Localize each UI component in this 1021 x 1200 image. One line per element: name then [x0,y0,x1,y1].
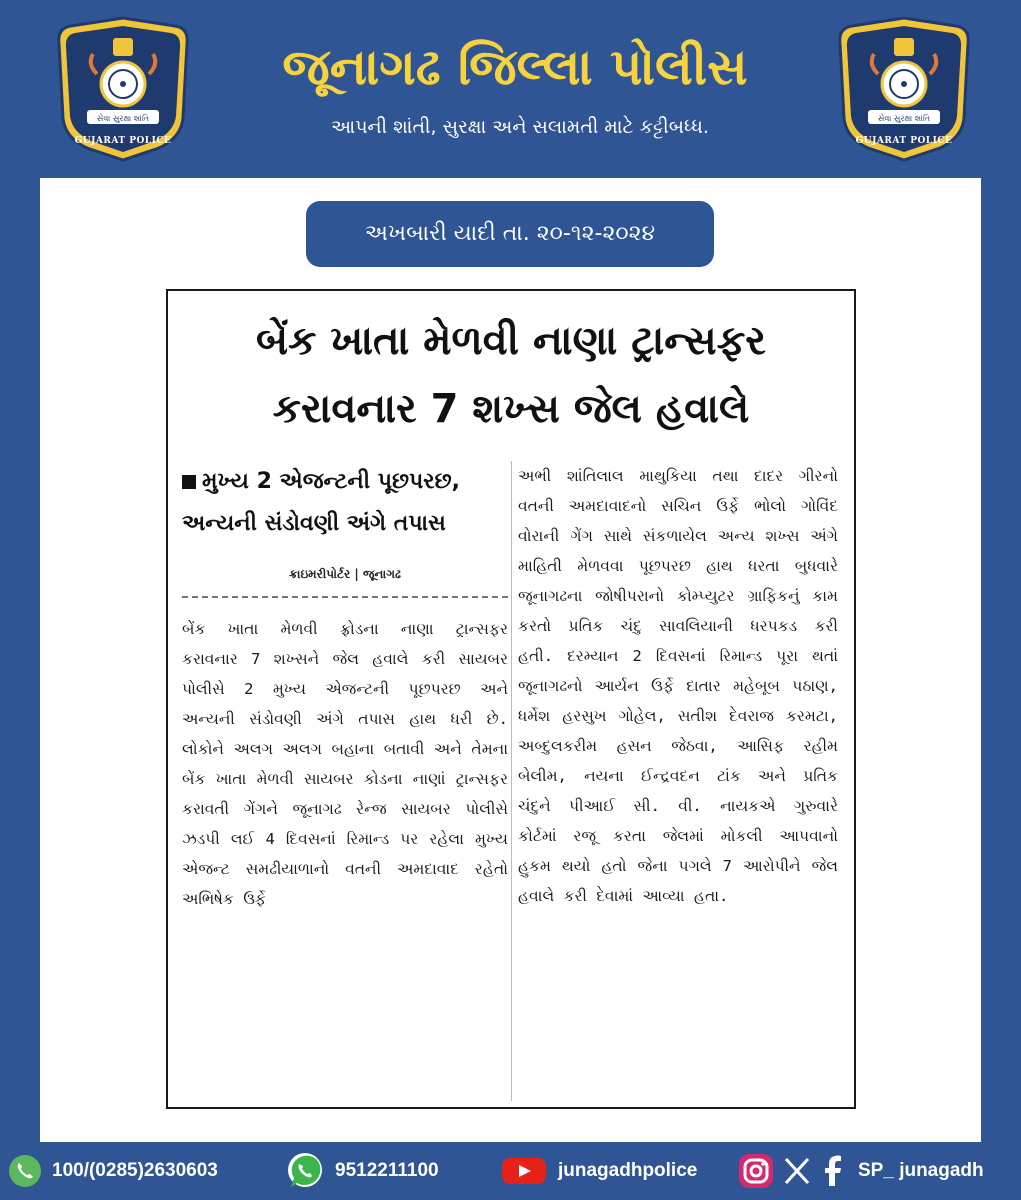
article-headline [168,307,854,443]
subheading-text: મુખ્ય 2 એજન્ટની પૂછપરછ, અન્યની સંડોવણી અંગે તપાસ [182,469,461,536]
press-release-date: અખબારી યાદી તા. ૨૦-૧૨-૨૦૨૪ [306,201,714,267]
badge-motto-right: સેવા સુરક્ષા શાંતિ [877,114,931,123]
header [0,0,1021,175]
phone-icon [8,1154,42,1188]
page-subtitle: આપની શાંતી, સુરક્ષા અને સલામતી માટે કટ્ટીબધ્ધ. [331,116,709,138]
headline-line-1: બેંક ખાતા મેળવી નાણા ટ્રાન્સફર [256,318,766,364]
whatsapp-number: 9512211100 [335,1160,439,1181]
column-divider [511,461,512,1101]
article-body-left: બેંક ખાતા મેળવી ફ્રોડના નાણા ટ્રાન્સફર કરાવનાર 7 શખ્સને જેલ હવાલે કરી સાયબર પોલીસે 2 મુખ્ય એજન્ટની પૂછપરછ અને અન્યની સંડોવણી અંગે તપાસ હાથ ધરી છે. લોકોને અલગ અલગ બહાના બતાવી અને તેમના બેંક ખાતા મેળવી સાયબર કોડના નાણાં ટ્રાન્સફર કરાવતી ગેંગને જૂનાગઢ રેન્જ સાયબર પોલીસે ઝડપી લઈ 4 દિવસનાં રિમાન્ડ પર રહેલા મુખ્ય એજન્ટ સમઢીયાળાનો વતની અમદાવાદ રહેતો અભિષેક ઉર્ફે [182,620,508,908]
gujarat-police-badge-left [53,14,193,162]
footer-youtube[interactable] [500,1154,697,1188]
phone-number: 100/(0285)2630603 [52,1160,218,1181]
bullet-square-icon [182,475,196,489]
youtube-icon [500,1154,548,1188]
article-column-left [182,461,508,914]
newspaper-clipping [166,289,856,1109]
article-column-right [518,461,838,911]
headline-line-2: કરાવનાર 7 શખ્સ જેલ હવાલે [272,386,750,432]
badge-text-left: GUJARAT POLICE [74,136,172,146]
article-body-right: અભી શાંતિલાલ માથુકિયા તથા દાદર ગીરનો વતની અમદાવાદનો સચિન ઉર્ફે ભોલો ગોવિંદ વોરાની ગેંગ સાથે સંકળાયેલ અન્ય શખ્સ અંગે માહિતી મેળવવા પૂછપરછ હાથ ધરતા બુધવારે જૂનાગઢના જોષીપરાનો કોમ્પ્યુટર ગ્રાફિકનું કામ કરતો પ્રતિક ચંદુ સાવલિયાની ધરપકડ કરી હતી. દરમ્યાન 2 દિવસનાં રિમાન્ડ પૂરા થતાં જૂનાગઢનો આર્યન ઉર્ફે દાતાર મહેબૂબ પઠાણ, ધર્મેશ હરસુખ ગોહેલ, સતીશ દેવરાજ કરમટા, અબ્દુલકરીમ હસન જેઠવા, આસિફ રહીમ બેલીમ, નયના ઈન્દ્રવદન ટાંક અને પ્રતિક ચંદુને પીઆઈ સી. વી. નાયકએ ગુરુવારે કોર્ટમાં રજૂ કરતા જેલમાં મોકલી આપવાનો હુકમ થયો હતો જેના પગલે 7 આરોપીને જેલ હવાલે કરી દેવામાં આવ્યા હતા. [518,467,838,905]
footer-whatsapp[interactable] [285,1154,439,1188]
facebook-icon [818,1154,848,1188]
footer [0,1142,1021,1200]
social-handle: SP_ junagadh [858,1160,984,1181]
page-title: જૂનાગઢ જિલ્લા પોલીસ [282,38,748,96]
whatsapp-icon [285,1151,325,1191]
article-subheading [182,461,508,545]
article-byline: ક્રાઇમરીપોર્ટર | જૂનાગઢ [182,567,508,598]
youtube-handle: junagadhpolice [558,1160,698,1181]
footer-social[interactable] [736,1154,984,1188]
gujarat-police-badge-right [834,14,974,162]
footer-phone[interactable] [8,1154,218,1188]
badge-text-right: GUJARAT POLICE [855,136,953,146]
badge-motto-left: સેવા સુરક્ષા શાંતિ [96,114,150,123]
press-release-panel [40,178,981,1142]
instagram-icon [736,1151,776,1191]
x-twitter-icon [780,1154,814,1188]
